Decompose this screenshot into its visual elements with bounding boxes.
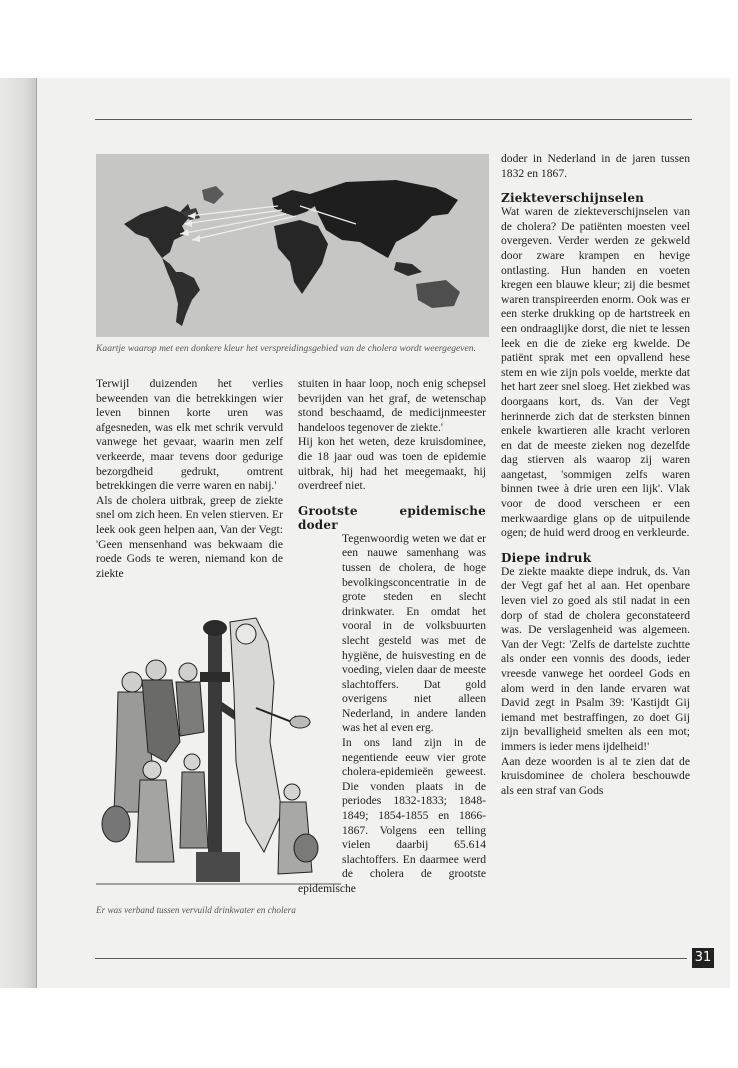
col3-paragraph-4: Aan deze woorden is al te zien dat de kruisdominee de cholera beschouwde als een straf van Gods: [501, 754, 690, 797]
heading-diepe-indruk: Diepe indruk: [501, 550, 592, 565]
map-caption: Kaartje waarop met een donkere kleur het verspreidingsgebied van de cholera wordt weergegeven.: [96, 343, 477, 354]
col2-paragraph-4: In ons land zijn in de negentiende eeuw vier grote cholera-epidemieën geweest. Die vonden plaats in de periodes 1832-1833; 1848-1849; 1854-1855 en 1866-1867. Volgens een telling vielen daarbij 65.614 slachtoffers. En daarmee werd de cholera de grootste epidemische: [298, 736, 486, 895]
col2-paragraph-2: Hij kon het weten, deze kruisdominee, die 18 jaar oud was toen de epidemie uitbrak, hij had het meegemaakt, hij overdreef niet.: [298, 435, 486, 493]
column-2: [298, 377, 486, 897]
col3-paragraph-3: De ziekte maakte diepe indruk, ds. Van der Vegt gaf het al aan. Het openbare leven viel zo goed als stil nadat in een dorp of stad de cholera geconstateerd was. De verslagenheid was algemeen. Van der Vegt: 'Zelfs de dartelste zuchtte als onder een vonnis des doods, ieder vreesde vanwege het oordeel Gods en alom werd in den lande ervaren wat David zegt in Psalm 39: 'Kastijdt Gij iemand met bestraffingen, zo doet Gij zijn bevalligheid smelten als een mot; immers is ieder mens ijdelheid!': [501, 564, 690, 753]
text-wrap-spacer: [298, 574, 342, 874]
cholera-map: [96, 154, 489, 337]
illustration-caption: Er was verband tussen vervuild drinkwater en cholera: [96, 905, 296, 915]
col1-paragraph-1: Terwijl duizenden het verlies beweenden van die betrekkingen wier leven binnen korte uren was afgesneden, was elk met schrik vervuld vanwege het gevaar, waarin men zelf verkeerde, maar tevens door gedurige bezorgdheid gedrukt, omtrent betrekkingen die verre waren en nabij.': [96, 377, 283, 493]
heading-grootste-epidemische-doder: Grootste epidemische doder: [298, 503, 486, 532]
col3-paragraph-1: doder in Nederland in de jaren tussen 1832 en 1867.: [501, 152, 690, 180]
col1-paragraph-2: Als de cholera uitbrak, greep de ziekte snel om zich heen. En velen stierven. Er leek ook geen helpen aan, Van der Vegt: 'Geen mensenhand was bekwaam die roede Gods te weren, niemand kon de ziekte: [96, 493, 283, 580]
col2-paragraph-1: stuiten in haar loop, noch enig schepsel bevrijden van het graf, de wetenschap stond beschaamd, de medicijnmeester handeloos tegenover de ziekte.': [298, 377, 486, 434]
bottom-rule: [95, 958, 687, 959]
book-spine: [0, 78, 37, 988]
col2-paragraph-3: Tegenwoordig weten we dat er een nauwe samenhang was tussen de cholera, de hoge bevolkingsconcentratie in de grote steden en slecht drinkwater. En omdat het vooral in de volksbuurten slecht gesteld was met de hygiëne, de huisvesting en de voeding, vielen daar de meeste slachtoffers. Dat gold overigens niet alleen Nederland, in andere landen was het al even erg.: [342, 531, 486, 735]
column-3: [501, 152, 690, 798]
world-map-graphic: [96, 154, 489, 337]
col3-paragraph-2: Wat waren de ziekteverschijnselen van de cholera? De patiënten moesten veel overgeven. Verder werden ze gekweld door zware krampen en hevige ontlasting. Hun handen en voeten kregen een blauwe kleur; zij die besmet waren transpireerden enorm. Ook was er een sterke drukking op de hartstreek en een ondraaglijke dorst, die niet te lessen leek en die de zieke erg kwelde. De patiënt sprak met een opvallend hese stem en wie zijn pols voelde, merkte dat het hart zeer snel sloeg. Het ziekbed was doorgaans kort, ds. Van der Vegt herinnerde zich dat de sterksten binnen enkele kwartieren alle kracht verloren en dat de meeste zieken nog dezelfde dag stierven als waarop zij waren aangetast, 'sommigen zelfs waren binnen twee à drie uren een lijk'. Vlak voor de dood verscheen er een merkwaardige glans op de uitpuilende ogen; de huid werd droog en verkleurde.: [501, 205, 690, 540]
page-number: 31: [692, 948, 714, 968]
heading-ziekteverschijnselen: Ziekteverschijnselen: [501, 191, 645, 206]
top-rule: [95, 119, 692, 120]
column-1: [96, 377, 283, 581]
